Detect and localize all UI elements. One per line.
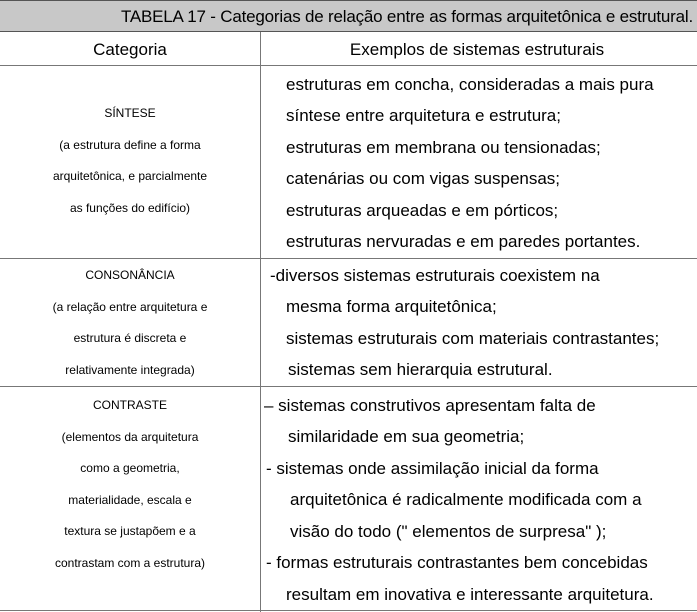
table-title: TABELA 17 - Categorias de relação entre as formas arquitetônica e estrutural. xyxy=(120,7,693,26)
header-exemplos: Exemplos de sistemas estruturais xyxy=(349,40,605,59)
example-line: mesma forma arquitetônica; xyxy=(286,297,497,317)
category-name: SÍNTESE xyxy=(104,106,156,120)
example-line: arquitetônica é radicalmente modificada com a xyxy=(290,490,642,510)
example-line: estruturas nervuradas e em paredes portantes. xyxy=(286,232,641,252)
example-line: sistemas sem hierarquia estrutural. xyxy=(288,360,553,380)
category-description-line: arquitetônica, e parcialmente xyxy=(52,169,208,183)
examples-consonancia xyxy=(262,260,692,386)
row-divider xyxy=(0,258,697,259)
category-description-line: (a estrutura define a forma xyxy=(59,137,201,152)
example-line: - sistemas onde assimilação inicial da forma xyxy=(266,458,599,478)
examples-contraste xyxy=(262,390,692,611)
category-description-line: contrastam com a estrutura) xyxy=(54,555,206,570)
example-line: estruturas em concha, consideradas a mais pura xyxy=(286,74,654,94)
category-description-line: materialidade, escala e xyxy=(68,492,192,507)
column-divider xyxy=(260,32,261,612)
category-contraste xyxy=(0,390,260,579)
example-line: - formas estruturais contrastantes bem concebidas xyxy=(266,553,648,573)
header-categoria: Categoria xyxy=(93,40,167,59)
category-consonancia xyxy=(0,260,260,386)
example-line: síntese entre arquitetura e estrutura; xyxy=(286,106,561,126)
category-description-line: as funções do edifício) xyxy=(69,200,191,215)
example-line: catenárias ou com vigas suspensas; xyxy=(286,169,561,189)
category-name: CONTRASTE xyxy=(92,398,167,412)
example-line: similaridade em sua geometria; xyxy=(288,427,525,447)
example-line: – sistemas construtivos apresentam falta de xyxy=(264,395,596,415)
category-description-line: como a geometria, xyxy=(80,461,180,475)
example-line: visão do todo (" elementos de surpresa" ); xyxy=(290,521,607,541)
header-divider xyxy=(0,65,697,66)
category-description-line: (elementos da arquitetura xyxy=(61,429,199,444)
category-description-line: estrutura é discreta e xyxy=(73,331,187,345)
category-description-line: relativamente integrada) xyxy=(65,362,195,377)
category-sintese xyxy=(0,98,260,224)
examples-sintese xyxy=(262,69,692,258)
row-divider xyxy=(0,386,697,387)
category-description-line: (a relação entre arquitetura e xyxy=(52,299,208,314)
example-line: resultam em inovativa e interessante arquitetura. xyxy=(286,584,654,604)
example-line: estruturas em membrana ou tensionadas; xyxy=(286,137,601,157)
category-description-line: textura se justapõem e a xyxy=(64,524,196,538)
example-line: estruturas arqueadas e em pórticos; xyxy=(286,200,559,220)
example-line: -diversos sistemas estruturais coexistem na xyxy=(270,265,600,285)
example-line: sistemas estruturais com materiais contrastantes; xyxy=(286,328,660,348)
category-name: CONSONÂNCIA xyxy=(85,268,175,282)
table-title-bar xyxy=(0,0,697,32)
